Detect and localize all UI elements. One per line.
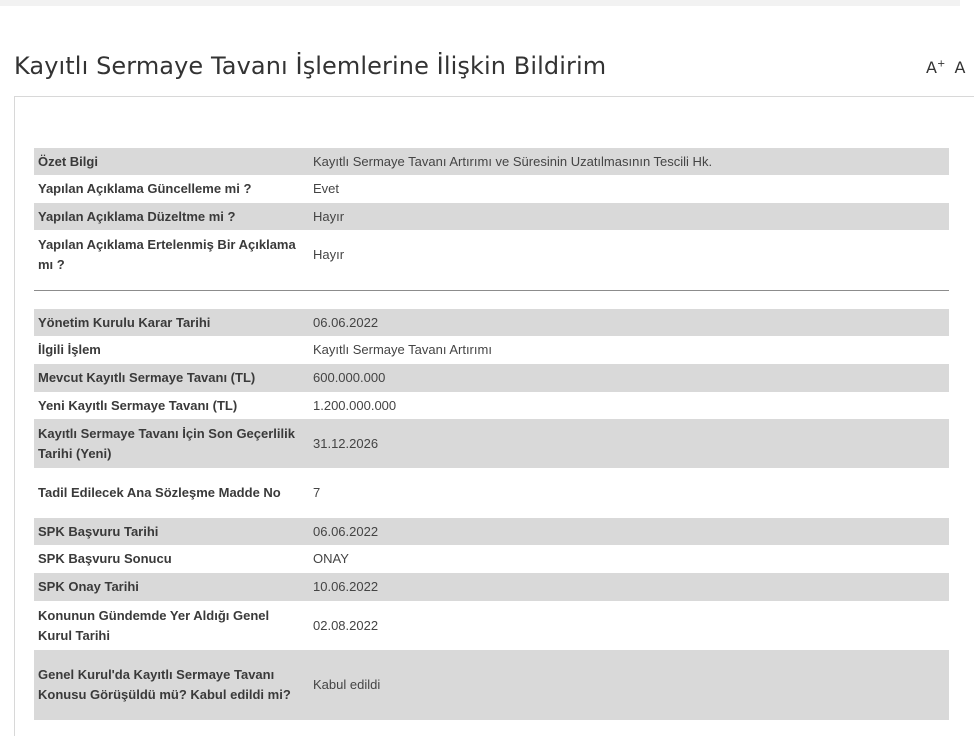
row-label: Mevcut Kayıtlı Sermaye Tavanı (TL) [34,364,309,392]
row-label: SPK Başvuru Sonucu [38,551,172,566]
row-label: Kayıtlı Sermaye Tavanı İçin Son Geçerlilik Tarihi (Yeni) [34,419,309,468]
row-label: Yapılan Açıklama Güncelleme mi ? [38,181,252,196]
table-row [34,573,949,601]
row-label: SPK Onay Tarihi [34,573,309,601]
row-label: Genel Kurul'da Kayıtlı Sermaye Tavanı Konusu Görüşüldü mü? Kabul edildi mi? [34,650,309,720]
table-row [34,392,949,419]
table-row [34,230,949,280]
section-divider [34,290,949,291]
row-value: 06.06.2022 [309,518,949,545]
row-label: SPK Başvuru Tarihi [34,518,309,545]
row-label: Yönetim Kurulu Karar Tarihi [34,309,309,336]
row-label: Yapılan Açıklama Düzeltme mi ? [34,203,309,230]
font-increase-button[interactable]: A+ [926,58,946,77]
row-value: Hayır [313,247,345,262]
row-value: 02.08.2022 [313,617,379,633]
table-row [34,203,949,230]
table-row [34,364,949,392]
row-value: 31.12.2026 [309,419,949,468]
table-row [34,518,949,545]
table-row [34,419,949,468]
row-value: 1.200.000.000 [313,397,397,413]
row-value: 7 [313,485,321,500]
row-value: 10.06.2022 [309,573,949,601]
table-row [34,148,949,175]
top-bar [0,0,960,6]
table-row [34,650,949,720]
row-label: İlgili İşlem [38,342,101,357]
row-value: 600.000.000 [309,364,949,392]
table-row [34,468,949,518]
row-label: Konunun Gündemde Yer Aldığı Genel Kurul Tarihi [38,607,270,643]
row-value: Kayıtlı Sermaye Tavanı Artırımı ve Süresinin Uzatılmasının Tescili Hk. [309,148,949,175]
row-label: Yapılan Açıklama Ertelenmiş Bir Açıklama mı ? [38,237,296,272]
font-decrease-button[interactable]: A [954,58,966,77]
table-row [34,601,949,650]
row-value: Evet [313,181,340,196]
row-value: Kayıtlı Sermaye Tavanı Artırımı [313,342,492,357]
row-label: Tadil Edilecek Ana Sözleşme Madde No [38,485,281,500]
table-row [34,309,949,336]
row-value: 06.06.2022 [309,309,949,336]
table-row [34,545,949,573]
font-size-controls [926,58,965,77]
row-label: Özet Bilgi [34,148,309,175]
page-title: Kayıtlı Sermaye Tavanı İşlemlerine İlişkin Bildirim [14,52,607,80]
row-value: Kabul edildi [309,650,949,720]
details-table [34,309,949,720]
row-label: Yeni Kayıtlı Sermaye Tavanı (TL) [38,397,238,413]
table-row [34,336,949,364]
table-row [34,175,949,203]
row-value: ONAY [313,551,349,566]
row-value: Hayır [309,203,949,230]
summary-table [34,148,949,280]
